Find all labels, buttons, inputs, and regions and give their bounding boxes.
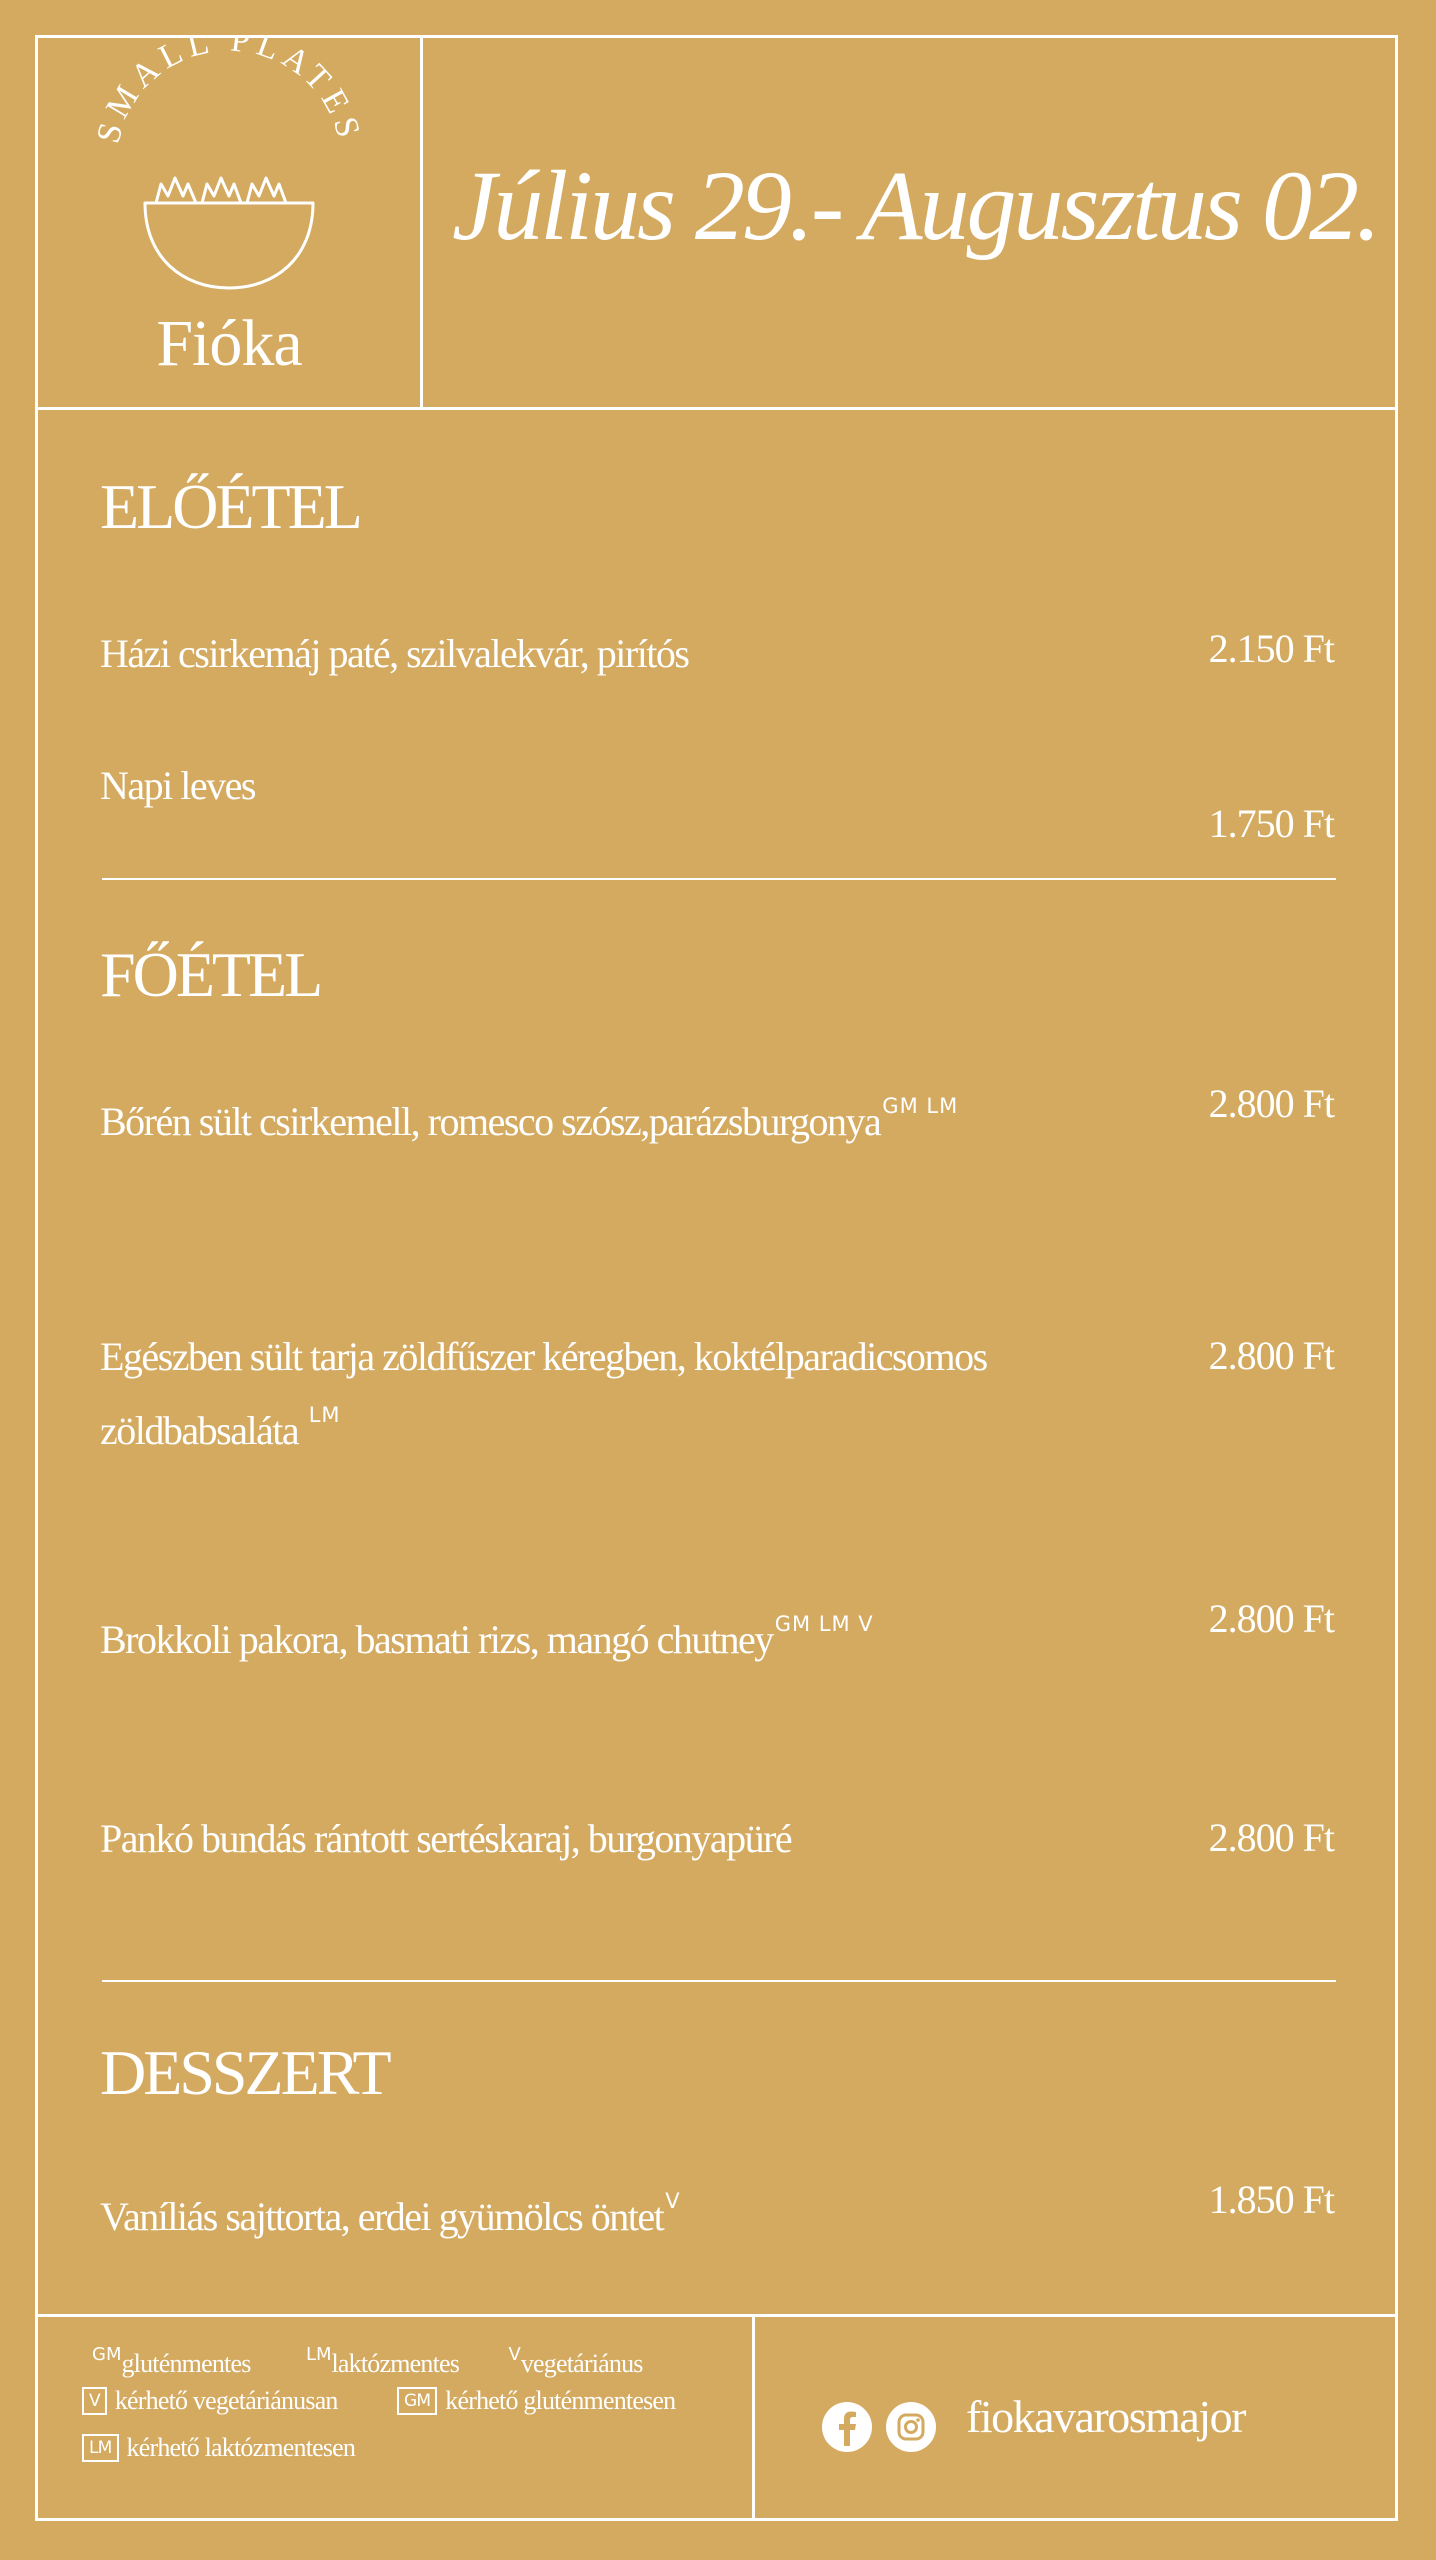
- menu-item: [100, 1077, 958, 1151]
- legend-gm-box-label: kérhető gluténmentesen: [445, 2386, 676, 2415]
- social-handle[interactable]: fiokavarosmajor: [966, 2391, 1245, 2442]
- menu-item-name: Házi csirkemáj paté, szilvalekvár, pirítós: [100, 631, 689, 676]
- legend-v-box: V: [82, 2387, 107, 2415]
- menu-item-price: 2.800 Ft: [1208, 1596, 1334, 1641]
- dietary-tags: GM LM: [882, 1094, 959, 1118]
- svg-text:SMALL PLATES: [90, 38, 368, 147]
- menu-item-price: 2.800 Ft: [1208, 1333, 1334, 1378]
- footer-divider: [752, 2316, 755, 2521]
- facebook-icon[interactable]: [822, 2402, 872, 2452]
- menu-item: [100, 1328, 987, 1460]
- header-divider: [420, 37, 423, 410]
- menu-item-name: Egészben sült tarja zöldfűszer kéregben, koktélparadicsomos: [100, 1334, 987, 1379]
- dietary-tags: LM: [308, 1403, 341, 1427]
- legend-gm-label: gluténmentes: [121, 2349, 251, 2378]
- section-divider-2: [102, 1980, 1336, 1982]
- bowl-icon: [145, 178, 313, 288]
- legend-gm-box: GM: [397, 2387, 437, 2415]
- menu-item: [100, 1595, 874, 1669]
- legend-lm-box-label: kérhető laktózmentesen: [126, 2433, 356, 2462]
- menu-item-name: Bőrén sült csirkemell, romesco szósz,parázsburgonya: [100, 1099, 881, 1144]
- section-divider-1: [102, 878, 1336, 880]
- legend-row-2: [82, 2386, 675, 2416]
- menu-item-name-line2: zöldbabsaláta: [100, 1408, 299, 1453]
- menu-item: [100, 2172, 681, 2246]
- small-plates-bowl-logo: [38, 38, 420, 308]
- legend-lm-tag: LM: [305, 2344, 332, 2365]
- menu-item-price: 2.800 Ft: [1208, 1815, 1334, 1860]
- legend-lm-label: laktózmentes: [331, 2349, 460, 2378]
- legend-lm-box: LM: [82, 2434, 119, 2462]
- menu-item-price: 2.150 Ft: [1208, 626, 1334, 671]
- menu-item-price: 1.850 Ft: [1208, 2177, 1334, 2222]
- dietary-tags: V: [665, 2189, 681, 2213]
- menu-item-name: Pankó bundás rántott sertéskaraj, burgonyapüré: [100, 1816, 792, 1861]
- menu-item-price: 1.750 Ft: [1208, 801, 1334, 846]
- logo-arc-text: SMALL PLATES: [89, 38, 369, 148]
- legend-row-3: [82, 2433, 355, 2463]
- legend-row-1: [92, 2344, 643, 2379]
- brand-name: Fióka: [156, 307, 302, 380]
- instagram-icon[interactable]: [886, 2402, 936, 2452]
- menu-item-name: Napi leves: [100, 763, 255, 808]
- footer-top-rule: [37, 2314, 1398, 2317]
- date-range-title: Július 29.- Augusztus 02.: [452, 150, 1378, 261]
- menu-item-name: Brokkoli pakora, basmati rizs, mangó chutney: [100, 1617, 773, 1662]
- section-title-eloetel: ELŐÉTEL: [100, 471, 360, 542]
- section-title-desszert: DESSZERT: [100, 2037, 389, 2108]
- legend-gm-tag: GM: [92, 2344, 122, 2365]
- legend-v-tag: V: [508, 2344, 521, 2365]
- menu-item-name: Vaníliás sajttorta, erdei gyümölcs öntet: [100, 2194, 664, 2239]
- legend-v-label: vegetáriánus: [520, 2349, 643, 2378]
- logo: [38, 38, 420, 408]
- section-title-foetel: FŐÉTEL: [100, 939, 321, 1010]
- dietary-tags: GM LM V: [774, 1612, 874, 1636]
- legend-v-box-label: kérhető vegetáriánusan: [114, 2386, 338, 2415]
- menu-item-price: 2.800 Ft: [1208, 1081, 1334, 1126]
